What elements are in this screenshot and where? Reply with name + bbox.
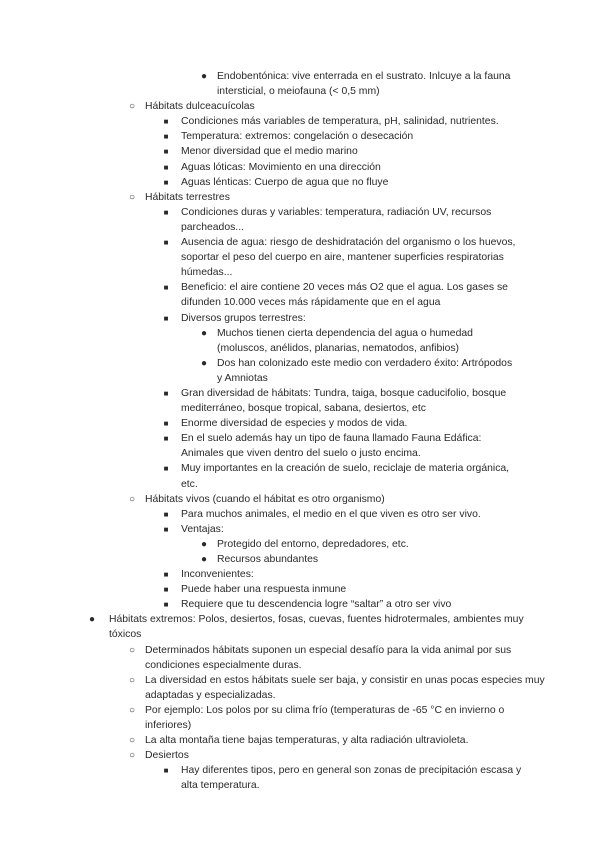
- list-item-text: Protegido del entorno, depredadores, etc.: [217, 538, 409, 550]
- square-bullet-icon: ■: [163, 147, 169, 157]
- list-item: [0, 235, 600, 280]
- list-item: [0, 612, 600, 642]
- list-item: [0, 356, 600, 386]
- list-item: [0, 703, 600, 733]
- square-bullet-icon: ■: [163, 388, 169, 398]
- square-bullet-icon: ■: [163, 509, 169, 519]
- list-item-text: Determinados hábitats suponen un especial desafío para la vida animal por sus condiciones especialmente duras.: [145, 644, 512, 671]
- list-item: [0, 311, 600, 326]
- square-bullet-icon: ■: [163, 600, 169, 610]
- circle-bullet-icon: ○: [128, 101, 136, 113]
- list-item-text: Hay diferentes tipos, pero en general son zonas de precipitación escasa y alta temperatura.: [181, 765, 522, 792]
- list-item-text: Hábitats extremos: Polos, desiertos, fosas, cuevas, fuentes hidrotermales, ambientes muy tóxicos: [109, 614, 524, 641]
- list-item-text: Puede haber una respuesta inmune: [181, 584, 347, 596]
- list-item: [0, 582, 600, 597]
- circle-bullet-icon: ○: [128, 644, 136, 656]
- list-item-text: Diversos grupos terrestres:: [181, 312, 306, 324]
- list-item: [0, 492, 600, 507]
- list-item: [0, 326, 600, 356]
- circle-bullet-icon: ○: [128, 493, 136, 505]
- square-bullet-icon: ■: [163, 570, 169, 580]
- square-bullet-icon: ■: [163, 177, 169, 187]
- list-item: [0, 175, 600, 190]
- square-bullet-icon: ■: [163, 207, 169, 217]
- list-item-text: Muy importantes en la creación de suelo, reciclaje de materia orgánica, etc.: [181, 463, 510, 490]
- list-item: [0, 69, 600, 99]
- list-item: [0, 522, 600, 537]
- list-item-text: Temperatura: extremos: congelación o desecación: [181, 131, 414, 143]
- list-item-text: Menor diversidad que el medio marino: [181, 146, 358, 158]
- disc-bullet-icon: ●: [200, 538, 208, 550]
- list-item-text: Enorme diversidad de especies y modos de vida.: [181, 418, 408, 430]
- list-item-text: Ausencia de agua: riesgo de deshidratación del organismo o los huevos, soportar el peso del cuerpo en aire, mantener superficies respiratorias húmedas...: [181, 237, 516, 279]
- list-item: [0, 643, 600, 673]
- list-item: [0, 763, 600, 793]
- list-item: [0, 431, 600, 461]
- list-item: [0, 461, 600, 491]
- list-item: [0, 129, 600, 144]
- list-item: [0, 733, 600, 748]
- circle-bullet-icon: ○: [128, 191, 136, 203]
- list-item: [0, 552, 600, 567]
- list-item-text: Desiertos: [145, 750, 189, 762]
- square-bullet-icon: ■: [163, 238, 169, 248]
- list-item-text: Condiciones más variables de temperatura, pH, salinidad, nutrientes.: [181, 116, 499, 128]
- list-item-text: Dos han colonizado este medio con verdadero éxito: Artrópodos y Amniotas: [217, 357, 513, 384]
- list-item: [0, 114, 600, 129]
- document-body: [0, 69, 600, 794]
- list-item: [0, 205, 600, 235]
- list-item: [0, 597, 600, 612]
- list-item-text: Recursos abundantes: [217, 554, 319, 565]
- square-bullet-icon: ■: [163, 117, 169, 127]
- list-item: [0, 416, 600, 431]
- list-item: [0, 673, 600, 703]
- list-item: [0, 567, 600, 582]
- list-item-text: Aguas lóticas: Movimiento en una dirección: [181, 161, 381, 173]
- list-item-text: Hábitats terrestres: [145, 191, 230, 203]
- list-item: [0, 190, 600, 205]
- square-bullet-icon: ■: [163, 419, 169, 429]
- list-item-text: En el suelo además hay un tipo de fauna llamado Fauna Edáfica: Animales que viven dentro del suelo o justo encima.: [181, 433, 482, 460]
- square-bullet-icon: ■: [163, 162, 169, 172]
- list-item-text: Por ejemplo: Los polos por su clima frío (temperaturas de -65 °C en invierno o inferiores): [145, 704, 505, 732]
- list-item-text: Requiere que tu descendencia logre “saltar” a otro ser vivo: [181, 599, 452, 611]
- list-item-text: Endobentónica: vive enterrada en el sustrato. Inlcuye a la fauna intersticial, o meiofauna (< 0,5 mm): [217, 71, 511, 98]
- square-bullet-icon: ■: [163, 585, 169, 595]
- square-bullet-icon: ■: [163, 434, 169, 444]
- list-item-text: Inconvenientes:: [181, 569, 254, 581]
- list-item-text: Hábitats vivos (cuando el hábitat es otro organismo): [145, 493, 385, 505]
- square-bullet-icon: ■: [163, 464, 169, 474]
- list-item-text: Hábitats dulceacuícolas: [145, 101, 255, 113]
- disc-bullet-icon: ●: [200, 357, 208, 369]
- square-bullet-icon: ■: [163, 132, 169, 142]
- list-item: [0, 280, 600, 310]
- list-item-text: Beneficio: el aire contiene 20 veces más O2 que el agua. Los gases se difunden 10.000 veces más rápidamente que en el agua: [181, 282, 508, 309]
- list-item-text: La diversidad en estos hábitats suele ser baja, y consistir en unas pocas especies muy adaptadas y especializadas.: [145, 674, 545, 701]
- list-item-text: Aguas lénticas: Cuerpo de agua que no fluye: [181, 176, 389, 188]
- circle-bullet-icon: ○: [128, 674, 136, 686]
- disc-bullet-icon: ●: [200, 327, 208, 339]
- list-item-text: Ventajas:: [181, 523, 224, 535]
- list-item: [0, 99, 600, 114]
- list-item: [0, 507, 600, 522]
- list-item-text: Condiciones duras y variables: temperatura, radiación UV, recursos parcheados...: [181, 206, 492, 233]
- list-item-text: Muchos tienen cierta dependencia del agua o humedad (moluscos, anélidos, planarias, nematodos, anfibios): [217, 327, 473, 354]
- square-bullet-icon: ■: [163, 313, 169, 323]
- list-item: [0, 748, 600, 763]
- circle-bullet-icon: ○: [128, 750, 136, 762]
- list-item: [0, 144, 600, 159]
- disc-bullet-icon: ●: [200, 554, 208, 565]
- disc-bullet-icon: ●: [200, 71, 208, 82]
- square-bullet-icon: ■: [163, 524, 169, 534]
- square-bullet-icon: ■: [163, 283, 169, 293]
- list-item: [0, 160, 600, 175]
- disc-bullet-icon: ●: [88, 614, 96, 626]
- list-item-text: Para muchos animales, el medio en el que viven es otro ser vivo.: [181, 508, 481, 520]
- list-item-text: Gran diversidad de hábitats: Tundra, taiga, bosque caducifolio, bosque mediterráneo, bosque tropical, sabana, desiertos, etc: [181, 387, 507, 415]
- circle-bullet-icon: ○: [128, 704, 136, 716]
- list-item: [0, 386, 600, 416]
- circle-bullet-icon: ○: [128, 735, 136, 747]
- list-item: [0, 537, 600, 552]
- square-bullet-icon: ■: [163, 766, 169, 776]
- list-item-text: La alta montaña tiene bajas temperaturas, y alta radiación ultravioleta.: [145, 735, 469, 747]
